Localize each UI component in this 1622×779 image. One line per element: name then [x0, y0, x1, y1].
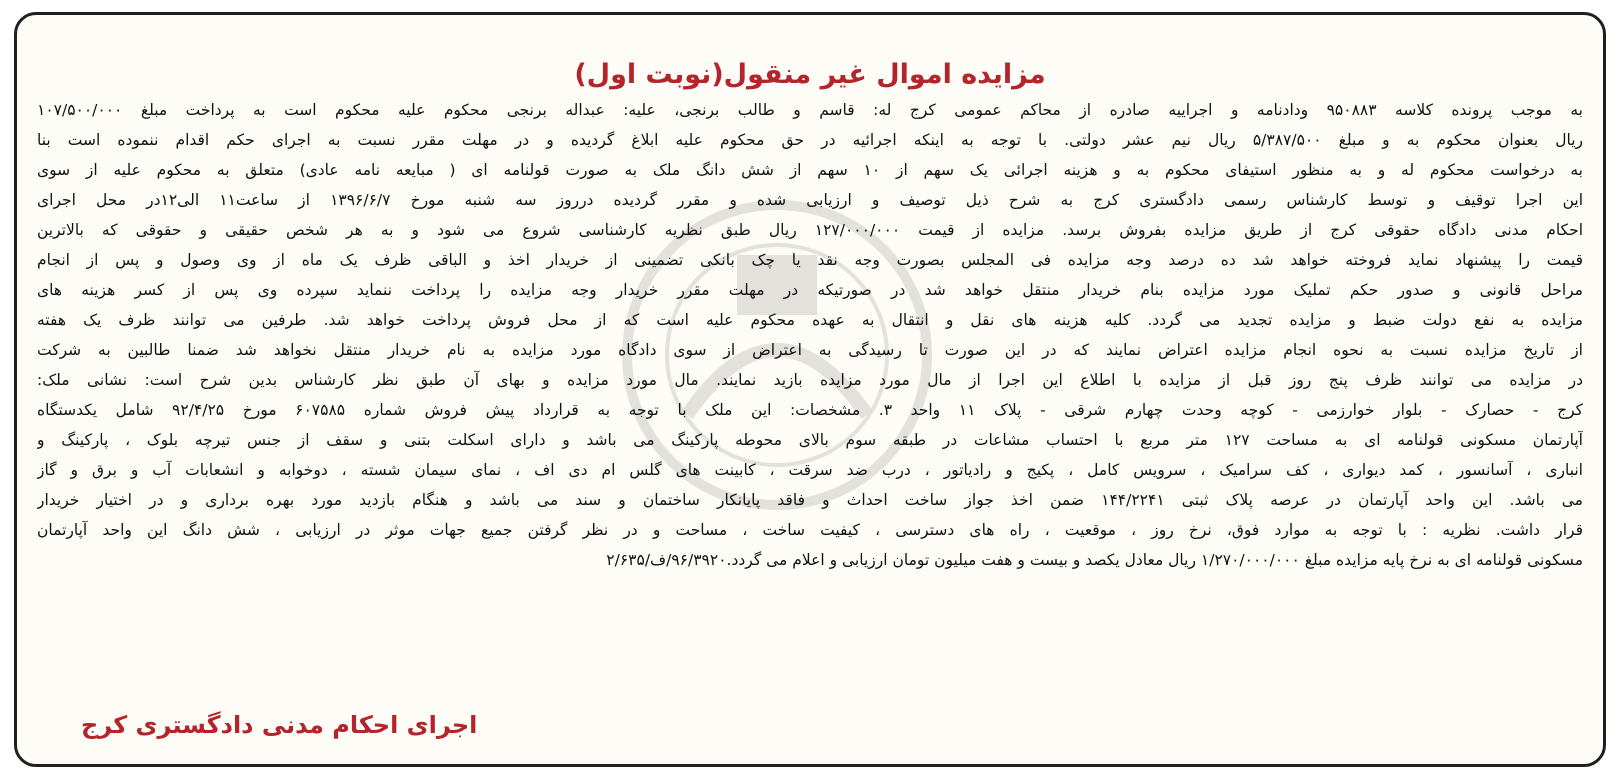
notice-line: این اجرا توقیف و توسط کارشناس رسمی دادگستری کرج به شرح ذیل توصیف و ارزیابی شده و مقرر گردیده درروز سه شنبه مورخ ۱۳۹۶/۶/۷ از ساعت۱۱ الی۱۲در محل اجرای [37, 191, 1583, 209]
notice-line: کرج - حصارک - بلوار خوارزمی - کوچه وحدت چهارم شرقی - پلاک ۱۱ واحد ۳. مشخصات: این ملک با توجه به قرارداد پیش فروش شماره ۶۰۷۵۸۵ مورخ ۹۲/۴/۲۵ شامل یکدستگاه [37, 401, 1583, 419]
notice-line: مسکونی قولنامه ای به نرخ پایه مزایده مبلغ ۱/۲۷۰/۰۰۰/۰۰۰ ریال معادل یکصد و بیست و هفت میلیون تومان ارزیابی و اعلام می گردد.۹۶/۳۹۲۰/ف/۲/۶۳۵ [606, 551, 1583, 569]
notice-line: می باشد. این واحد آپارتمان در عرصه پلاک ثبتی ۱۴۴/۲۲۴۱ ضمن اخذ جواز ساخت احداث و فاقد پایانکار ساختمان و سند می باشد و هنگام بازدید مورد بهره برداری و در اختیار خریدار [37, 491, 1583, 509]
auction-notice [14, 12, 1606, 767]
notice-line: به موجب پرونده کلاسه ۹۵۰۸۸۳ ودادنامه و اجراییه صادره از محاکم عمومی کرج له: قاسم و طالب برنجی، علیه: عبداله برنجی محکوم علیه محکوم است به پرداخت مبلغ ۱۰۷/۵۰۰/۰۰۰ [37, 101, 1583, 119]
notice-title: مزایده اموال غیر منقول(نوبت اول) [574, 59, 1046, 90]
notice-line: قیمت را پیشنهاد نماید فروخته خواهد شد ده درصد وجه مزایده فی المجلس بصورت وجه نقد یا چک بانکی تضمینی از خریدار اخذ و الباقی ظرف یک ماه از وی وصول و پس از انجام [37, 251, 1583, 269]
notice-signature: اجرای احکام مدنی دادگستری کرج [81, 711, 478, 739]
notice-line: در مزایده می توانند ظرف پنج روز قبل از مزایده با اطلاع این اجرا از مال مورد مزایده بازید نمایند. مال مورد مزایده و بهای آن طبق نظر کارشناس بدین شرح است: نشانی ملک: [37, 371, 1583, 389]
notice-line: مراحل قانونی و صدور حکم تملیک مورد مزایده بنام خریدار منتقل خواهد شد در صورتیکه در مهلت مقرر خریدار وجه مزایده را پرداخت ننماید سپرده وی پس از کسر هزینه های [37, 281, 1583, 299]
notice-line: آپارتمان مسکونی قولنامه ای به مساحت ۱۲۷ متر مربع با احتساب مشاعات در طبقه سوم بالای محوطه پارکینگ می باشد و دارای اسکلت بتنی و سقف از جنس تیرچه بلوک ، پارکینگ و [37, 431, 1583, 449]
notice-line: انباری ، آسانسور ، کمد دیواری ، کف سرامیک ، سرویس کامل ، پکیج و رادیاتور ، درب ضد سرقت ، کابینت های گلس ام دی اف ، نمای سیمان شسته ، دوخوابه و انشعابات آب و برق و گاز [37, 461, 1583, 479]
notice-line: احکام مدنی دادگاه حقوقی کرج از طریق مزایده بفروش برسد. مزایده از قیمت ۱۲۷/۰۰۰/۰۰۰ ریال طبق نظریه کارشناسی شروع می شود و به هر شخص حقیقی و حقوقی که بالاترین [37, 221, 1583, 239]
notice-line: قرار داشت. نظریه : با توجه به موارد فوق، نرخ روز ، موقعیت ، راه های دسترسی ، کیفیت ساخت ، مساحت و در نظر گرفتن جمیع جهات موثر در ارزیابی ، شش دانگ این واحد آپارتمان [37, 521, 1583, 539]
notice-line: مزایده به نفع دولت ضبط و مزایده تجدید می گردد. کلیه هزینه های نقل و انتقال به عهده محکوم علیه است که از محل فروش پرداخت خواهد شد. طرفین می توانند ظرف یک هفته [37, 311, 1583, 329]
notice-line: از تاریخ مزایده نسبت به نحوه انجام مزایده اعتراض نمایند که در این صورت تا رسیدگی به اعتراض از سوی دادگاه مورد مزایده به نام خریدار منتقل نخواهد شد ضمنا طالبین به شرکت [37, 341, 1583, 359]
notice-line: ریال بعنوان محکوم به و مبلغ ۵/۳۸۷/۵۰۰ ریال نیم عشر دولتی. با توجه به اینکه اجرائیه در حق محکوم علیه ابلاغ گردیده و در مهلت مقرر نسبت به اجرای حکم اقدام ننموده است بنا [37, 131, 1583, 149]
notice-body [17, 95, 1603, 575]
notice-line: به درخواست محکوم له و به منظور استیفای محکوم به و هزینه اجرائی یک سهم از ۱۰ سهم از شش دانگ ملک به صورت قولنامه ای ( مبایعه نامه عادی) متعلق به محکوم علیه از سوی [37, 161, 1583, 179]
